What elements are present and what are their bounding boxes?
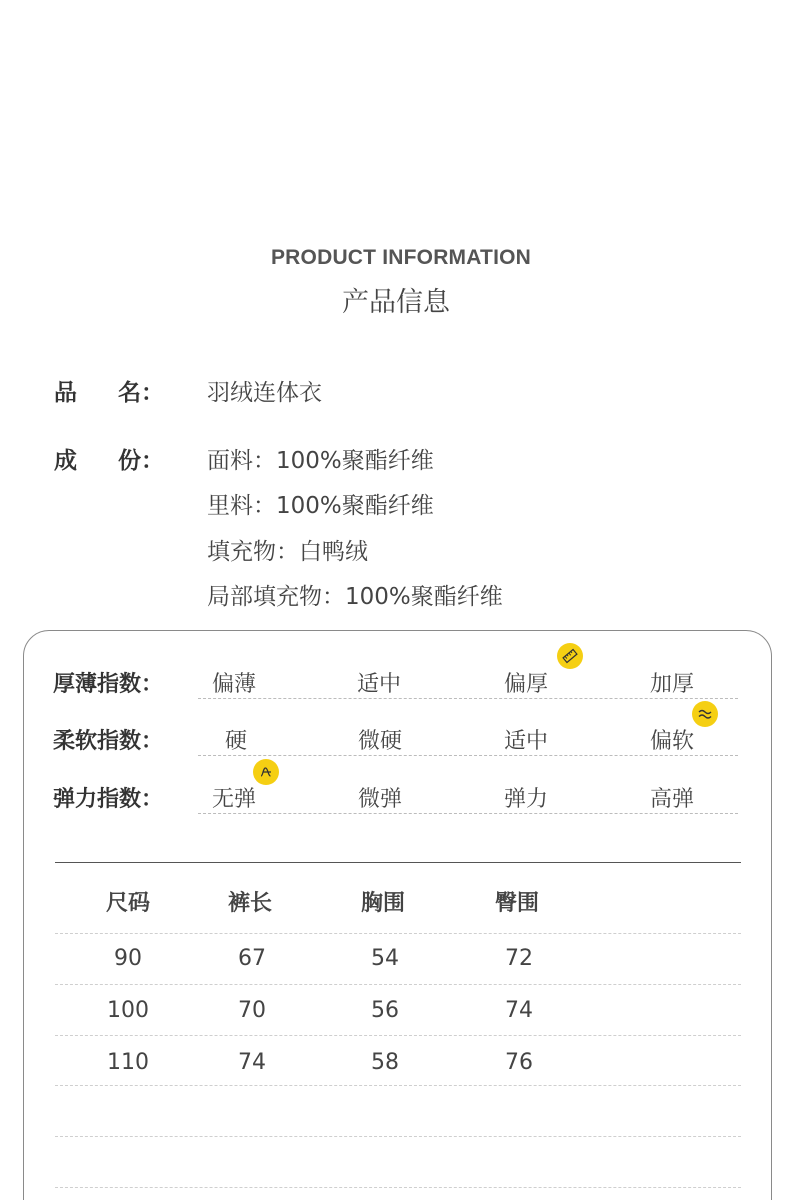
softness-option-soft: 偏软 (650, 729, 695, 754)
elasticity-divider (198, 813, 738, 814)
size-table-header-chest: 胸围 (360, 891, 405, 916)
size-table-cell: 100 (107, 998, 149, 1023)
size-table-header-pants-length: 裤长 (227, 891, 272, 916)
size-table-cell: 67 (238, 946, 266, 971)
size-table-cell: 54 (371, 946, 399, 971)
wave-icon (697, 706, 713, 722)
softness-index-label: 柔软指数： (53, 729, 164, 754)
softness-selected-marker (692, 701, 718, 727)
ruler-icon (562, 648, 578, 664)
size-table-divider (55, 1187, 741, 1188)
size-table-header-hip: 臀围 (494, 891, 539, 916)
size-table-divider (55, 1136, 741, 1137)
composition-partial-filling: 局部填充物：100%聚酯纤维 (207, 584, 503, 610)
size-table-cell: 56 (371, 998, 399, 1023)
elasticity-index-label: 弹力指数： (53, 787, 164, 812)
product-name-label-char2: 名： (118, 380, 164, 406)
elasticity-option-none: 无弹 (212, 787, 257, 812)
softness-option-hard: 硬 (225, 729, 248, 754)
composition-label-char1: 成 (54, 448, 77, 474)
size-table-header-size: 尺码 (105, 891, 150, 916)
section-title-cn: 产品信息 (342, 287, 450, 318)
size-table-cell: 58 (371, 1050, 399, 1075)
size-table-divider (55, 933, 741, 934)
size-table-cell: 110 (107, 1050, 149, 1075)
softness-option-slightly-hard: 微硬 (358, 729, 403, 754)
elasticity-option-elastic: 弹力 (504, 787, 549, 812)
size-table-cell: 72 (505, 946, 533, 971)
product-name-label-char1: 品 (54, 380, 77, 406)
thickness-option-thin: 偏薄 (212, 672, 257, 697)
thickness-option-medium: 适中 (357, 672, 402, 697)
softness-option-medium: 适中 (504, 729, 549, 754)
composition-filling: 填充物：白鸭绒 (207, 539, 368, 565)
size-table-divider (55, 1035, 741, 1036)
size-table-divider (55, 984, 741, 985)
size-table-top-border (55, 862, 741, 863)
composition-label-char2: 份： (118, 448, 164, 474)
size-table-cell: 76 (505, 1050, 533, 1075)
size-table-cell: 74 (505, 998, 533, 1023)
thickness-option-thick: 偏厚 (504, 672, 549, 697)
elasticity-selected-marker (253, 759, 279, 785)
elasticity-option-slight: 微弹 (358, 787, 403, 812)
product-name-value: 羽绒连体衣 (207, 380, 322, 406)
thickness-option-extra-thick: 加厚 (650, 672, 695, 697)
spring-icon (258, 764, 274, 780)
thickness-index-label: 厚薄指数： (53, 672, 164, 697)
size-table-divider (55, 1085, 741, 1086)
elasticity-option-high: 高弹 (650, 787, 695, 812)
thickness-selected-marker (557, 643, 583, 669)
composition-shell: 面料：100%聚酯纤维 (207, 448, 434, 474)
size-table-cell: 90 (114, 946, 142, 971)
thickness-divider (198, 698, 738, 699)
size-table-cell: 74 (238, 1050, 266, 1075)
softness-divider (198, 755, 738, 756)
section-title-en: PRODUCT INFORMATION (270, 246, 532, 269)
composition-lining: 里料：100%聚酯纤维 (207, 493, 434, 519)
size-table-cell: 70 (238, 998, 266, 1023)
